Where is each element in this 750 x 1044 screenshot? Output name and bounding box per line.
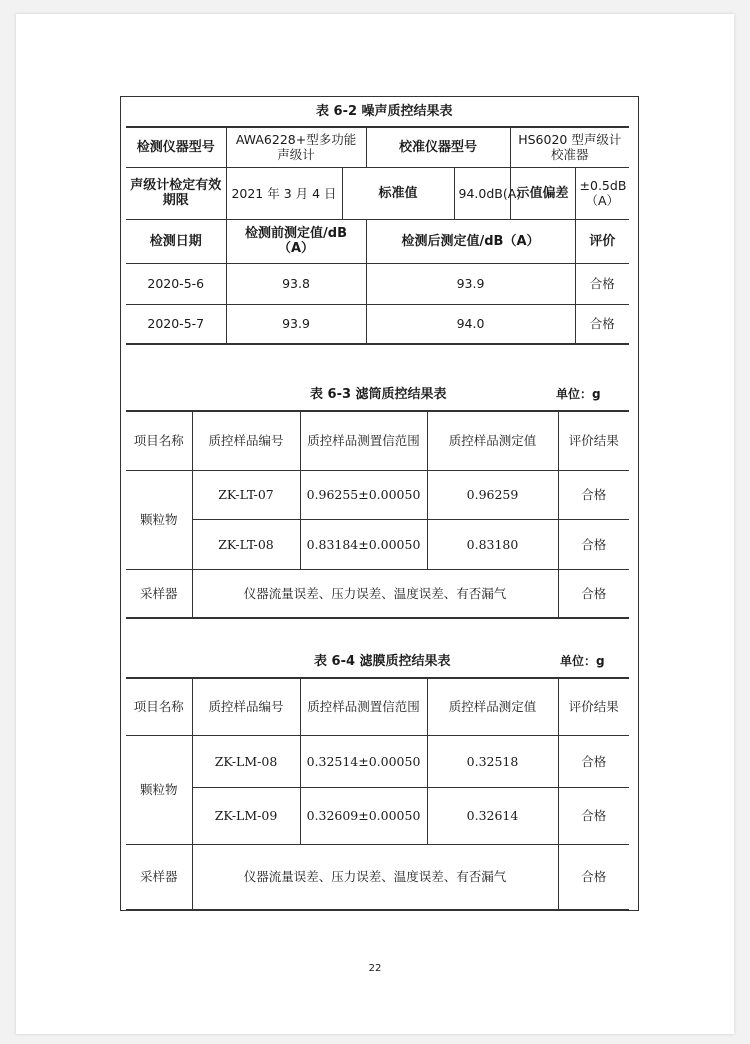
instrument-value: AWA6228+型多功能声级计: [226, 127, 366, 167]
standard-label: 标准值: [342, 167, 454, 219]
table-row: [126, 470, 629, 519]
sampler-result: 合格: [558, 569, 629, 618]
table-row: [126, 735, 629, 787]
confidence-range: 0.32609±0.00050: [300, 787, 427, 844]
calibrator-value: HS6020 型声级计校准器: [510, 127, 629, 167]
calibrator-label: 校准仪器型号: [366, 127, 510, 167]
header-range: 质控样品测置信范围: [300, 411, 427, 470]
confidence-range: 0.83184±0.00050: [300, 519, 427, 569]
row-evaluation: 合格: [575, 263, 629, 304]
row-date: 2020-5-7: [126, 304, 226, 344]
measured-value: 0.32518: [427, 735, 558, 787]
deviation-value: ±0.5dB（A）: [575, 167, 629, 219]
table-6-3-unit: 单位：g: [556, 387, 601, 401]
table-row: [126, 304, 629, 344]
confidence-range: 0.32514±0.00050: [300, 735, 427, 787]
header-measured: 质控样品测定值: [427, 411, 558, 470]
sampler-desc: 仪器流量误差、压力误差、温度误差、有否漏气: [192, 569, 558, 618]
row-after: 94.0: [366, 304, 575, 344]
group-particulate: 颗粒物: [126, 735, 192, 844]
result: 合格: [558, 470, 629, 519]
noise-qc-table: [126, 126, 629, 345]
result: 合格: [558, 735, 629, 787]
sample-id: ZK-LM-09: [192, 787, 300, 844]
row-evaluation: 合格: [575, 304, 629, 344]
table-row: [126, 787, 629, 844]
header-sample-id: 质控样品编号: [192, 411, 300, 470]
table-row: [126, 519, 629, 569]
table-6-3-caption: 表 6-3 滤筒质控结果表: [310, 387, 447, 402]
sample-id: ZK-LT-08: [192, 519, 300, 569]
table-row: [126, 263, 629, 304]
row-before: 93.8: [226, 263, 366, 304]
header-result: 评价结果: [558, 678, 629, 735]
result: 合格: [558, 787, 629, 844]
standard-value: 94.0dB(A): [454, 167, 510, 219]
validity-label: 声级计检定有效期限: [126, 167, 226, 219]
sampler-label: 采样器: [126, 569, 192, 618]
table-6-4-caption: 表 6-4 滤膜质控结果表: [314, 654, 451, 669]
sampler-result: 合格: [558, 844, 629, 910]
header-result: 评价结果: [558, 411, 629, 470]
header-measured: 质控样品测定值: [427, 678, 558, 735]
group-particulate: 颗粒物: [126, 470, 192, 569]
instrument-label: 检测仪器型号: [126, 127, 226, 167]
row-after: 93.9: [366, 263, 575, 304]
measured-value: 0.96259: [427, 470, 558, 519]
header-range: 质控样品测置信范围: [300, 678, 427, 735]
sample-id: ZK-LT-07: [192, 470, 300, 519]
row-before: 93.9: [226, 304, 366, 344]
row-date: 2020-5-6: [126, 263, 226, 304]
confidence-range: 0.96255±0.00050: [300, 470, 427, 519]
header-date: 检测日期: [126, 219, 226, 263]
sample-id: ZK-LM-08: [192, 735, 300, 787]
table-row: [126, 569, 629, 618]
table-6-4-unit: 单位：g: [560, 654, 605, 668]
table-6-2-caption: 表 6-2 噪声质控结果表: [316, 104, 453, 119]
header-item: 项目名称: [126, 678, 192, 735]
result: 合格: [558, 519, 629, 569]
measured-value: 0.32614: [427, 787, 558, 844]
filter-membrane-qc-table: [126, 677, 629, 911]
header-after: 检测后测定值/dB（A）: [366, 219, 575, 263]
sampler-desc: 仪器流量误差、压力误差、温度误差、有否漏气: [192, 844, 558, 910]
page-number: 22: [368, 963, 382, 974]
validity-value: 2021 年 3 月 4 日: [226, 167, 342, 219]
header-evaluation: 评价: [575, 219, 629, 263]
sampler-label: 采样器: [126, 844, 192, 910]
filter-cartridge-qc-table: [126, 410, 629, 619]
header-before: 检测前测定值/dB（A）: [226, 219, 366, 263]
table-row: [126, 844, 629, 910]
header-item: 项目名称: [126, 411, 192, 470]
deviation-label: 示值偏差: [510, 167, 575, 219]
header-sample-id: 质控样品编号: [192, 678, 300, 735]
measured-value: 0.83180: [427, 519, 558, 569]
